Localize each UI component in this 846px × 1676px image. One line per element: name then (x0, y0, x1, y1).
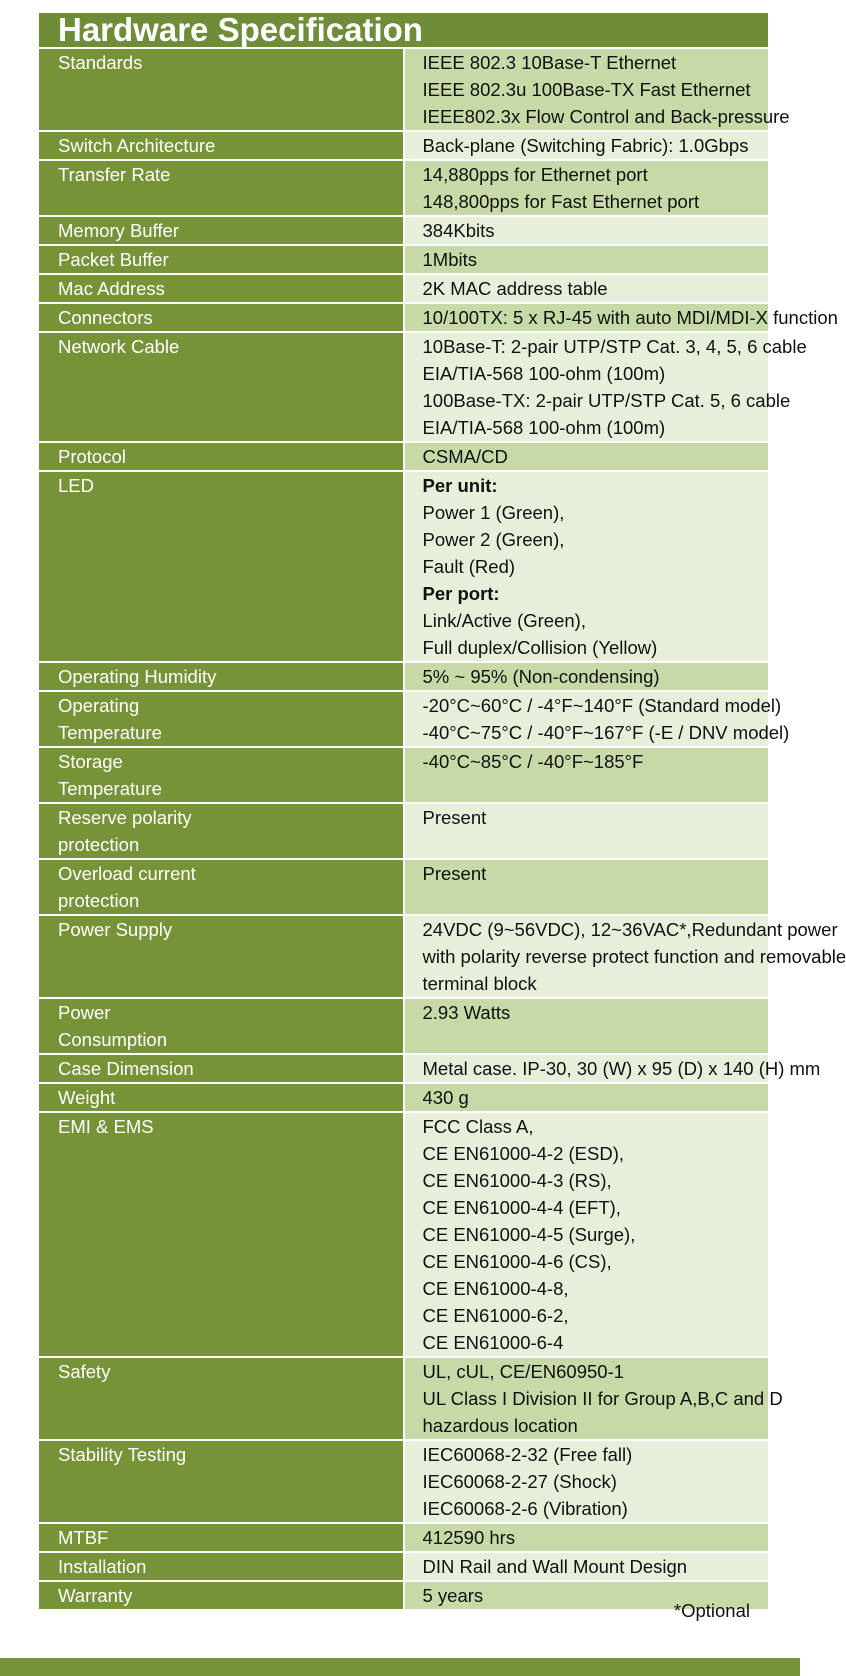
spec-row (39, 48, 768, 131)
spec-value (404, 1112, 769, 1357)
spec-row (39, 1357, 768, 1440)
spec-label-line: Protocol (58, 446, 126, 467)
spec-value (404, 48, 790, 131)
spec-row (39, 160, 768, 216)
spec-value-line: Metal case. IP-30, 30 (W) x 95 (D) x 140 (H) mm (422, 1058, 821, 1079)
spec-value-line: UL, cUL, CE/EN60950-1 (422, 1361, 625, 1382)
spec-label-line: Memory Buffer (58, 220, 179, 241)
spec-row (39, 245, 768, 274)
spec-value-line: IEC60068-2-27 (Shock) (422, 1471, 617, 1492)
spec-value (404, 442, 769, 471)
spec-value (404, 915, 846, 998)
spec-value-line: 148,800pps for Fast Ethernet port (422, 191, 700, 212)
spec-value (404, 274, 769, 303)
spec-value-line: IEEE 802.3 10Base-T Ethernet (422, 52, 677, 73)
spec-value-line: EIA/TIA-568 100-ohm (100m) (422, 363, 666, 384)
spec-value-line: 10Base-T: 2-pair UTP/STP Cat. 3, 4, 5, 6 cable (422, 336, 807, 357)
spec-row (39, 303, 768, 332)
spec-label-line: Mac Address (58, 278, 165, 299)
spec-value-line: IEC60068-2-6 (Vibration) (422, 1498, 628, 1519)
spec-row (39, 747, 768, 803)
spec-label-line: Switch Architecture (58, 135, 216, 156)
spec-label-line: Case Dimension (58, 1058, 194, 1079)
spec-row (39, 1112, 768, 1357)
spec-label-line: protection (58, 834, 140, 855)
spec-label (39, 216, 404, 245)
spec-row (39, 915, 768, 998)
spec-value-line: IEEE 802.3u 100Base-TX Fast Ethernet (422, 79, 751, 100)
spec-label-line: Overload current (58, 863, 196, 884)
spec-value-line: CE EN61000-6-2, (422, 1305, 569, 1326)
spec-value-line: 5% ~ 95% (Non-condensing) (422, 666, 660, 687)
spec-value-line: CE EN61000-4-4 (EFT), (422, 1197, 621, 1218)
spec-label-line: Storage (58, 751, 123, 772)
spec-value (404, 1083, 769, 1112)
spec-label (39, 131, 404, 160)
spec-value (404, 131, 769, 160)
spec-label-line: Safety (58, 1361, 111, 1382)
spec-value-line: 1Mbits (422, 249, 477, 270)
spec-row (39, 274, 768, 303)
spec-value-line: 2.93 Watts (422, 1002, 511, 1023)
spec-value-line: CE EN61000-6-4 (422, 1332, 564, 1353)
spec-value (404, 803, 769, 859)
spec-label (39, 1054, 404, 1083)
spec-value-line: 24VDC (9~56VDC), 12~36VAC*,Redundant power (422, 919, 838, 940)
spec-label (39, 442, 404, 471)
spec-value-line: Power 1 (Green), (422, 502, 565, 523)
spec-row (39, 1083, 768, 1112)
spec-value-line: -40°C~85°C / -40°F~185°F (422, 751, 644, 772)
spec-value-line: Power 2 (Green), (422, 529, 565, 550)
spec-value (404, 747, 769, 803)
spec-row (39, 1581, 768, 1610)
spec-title-row (39, 13, 768, 48)
spec-label (39, 245, 404, 274)
spec-label (39, 1083, 404, 1112)
spec-value (404, 245, 769, 274)
spec-label-line: Reserve polarity (58, 807, 192, 828)
spec-label (39, 859, 404, 915)
spec-value (404, 1357, 783, 1440)
spec-value-line: DIN Rail and Wall Mount Design (422, 1556, 688, 1577)
spec-value (404, 1440, 769, 1523)
hardware-spec-table (39, 11, 846, 1611)
optional-footnote: *Optional (673, 1600, 750, 1621)
spec-value (404, 662, 769, 691)
spec-value-line: CE EN61000-4-3 (RS), (422, 1170, 612, 1191)
spec-row (39, 1523, 768, 1552)
spec-label (39, 332, 404, 442)
spec-row (39, 216, 768, 245)
spec-label (39, 1112, 404, 1357)
spec-value-line: 430 g (422, 1087, 469, 1108)
spec-label-line: Operating Humidity (58, 666, 217, 687)
spec-value-line: CE EN61000-4-6 (CS), (422, 1251, 612, 1272)
spec-value (404, 303, 838, 332)
spec-label-line: EMI & EMS (58, 1116, 154, 1137)
spec-label-line: Consumption (58, 1029, 168, 1050)
spec-label (39, 1357, 404, 1440)
spec-value-line: CE EN61000-4-8, (422, 1278, 569, 1299)
spec-label-line: MTBF (58, 1527, 109, 1548)
spec-label-line: LED (58, 475, 94, 496)
spec-value-line: Full duplex/Collision (Yellow) (422, 637, 658, 658)
spec-label (39, 803, 404, 859)
spec-row (39, 131, 768, 160)
spec-value-line: EIA/TIA-568 100-ohm (100m) (422, 417, 666, 438)
spec-label (39, 1552, 404, 1581)
spec-value (404, 332, 807, 442)
spec-value-line: hazardous location (422, 1415, 578, 1436)
spec-value-line: CE EN61000-4-5 (Surge), (422, 1224, 636, 1245)
spec-value-line: 10/100TX: 5 x RJ-45 with auto MDI/MDI-X function (422, 307, 838, 328)
spec-label-line: Network Cable (58, 336, 180, 357)
spec-label-line: Stability Testing (58, 1444, 187, 1465)
spec-value-line: Link/Active (Green), (422, 610, 586, 631)
spec-label (39, 274, 404, 303)
spec-label (39, 48, 404, 131)
spec-row (39, 803, 768, 859)
spec-value-line: 5 years (422, 1585, 484, 1606)
spec-row (39, 1440, 768, 1523)
spec-value-line: Per unit: (422, 475, 498, 496)
spec-label-line: Temperature (58, 778, 162, 799)
spec-value (404, 859, 769, 915)
spec-value-line: 412590 hrs (422, 1527, 516, 1548)
spec-value-line: -20°C~60°C / -4°F~140°F (Standard model) (422, 695, 782, 716)
spec-value-line: UL Class I Division II for Group A,B,C and D (422, 1388, 783, 1409)
spec-label (39, 1581, 404, 1610)
spec-value (404, 1523, 769, 1552)
spec-value (404, 471, 769, 662)
spec-title: Hardware Specification (39, 13, 768, 48)
spec-value-line: -40°C~75°C / -40°F~167°F (-E / DNV model) (422, 722, 790, 743)
spec-value (404, 1054, 821, 1083)
spec-row (39, 1054, 768, 1083)
spec-value-line: CE EN61000-4-2 (ESD), (422, 1143, 625, 1164)
spec-label (39, 471, 404, 662)
spec-value (404, 1552, 769, 1581)
spec-label-line: Transfer Rate (58, 164, 171, 185)
spec-value-line: Fault (Red) (422, 556, 516, 577)
spec-label-line: Installation (58, 1556, 147, 1577)
spec-value-line: 384Kbits (422, 220, 495, 241)
spec-label-line: Warranty (58, 1585, 133, 1606)
spec-row (39, 471, 768, 662)
spec-label (39, 1440, 404, 1523)
spec-row (39, 859, 768, 915)
spec-value-line: Present (422, 863, 487, 884)
spec-value (404, 998, 769, 1054)
spec-label-line: protection (58, 890, 140, 911)
spec-row (39, 662, 768, 691)
spec-label (39, 915, 404, 998)
spec-value-line: FCC Class A, (422, 1116, 534, 1137)
spec-value-line: CSMA/CD (422, 446, 508, 467)
spec-label (39, 747, 404, 803)
spec-label-line: Power Supply (58, 919, 173, 940)
spec-label-line: Connectors (58, 307, 153, 328)
spec-label-line: Power (58, 1002, 111, 1023)
spec-label (39, 998, 404, 1054)
spec-value-line: terminal block (422, 973, 537, 994)
spec-label-line: Packet Buffer (58, 249, 169, 270)
spec-row (39, 332, 768, 442)
spec-label-line: Operating (58, 695, 140, 716)
spec-row (39, 442, 768, 471)
spec-value-line: Per port: (422, 583, 500, 604)
spec-row (39, 1552, 768, 1581)
footer-bar (0, 1658, 800, 1676)
spec-value-line: with polarity reverse protect function and removable (422, 946, 846, 967)
spec-value-line: 100Base-TX: 2-pair UTP/STP Cat. 5, 6 cable (422, 390, 791, 411)
spec-label (39, 303, 404, 332)
spec-label-line: Standards (58, 52, 143, 73)
spec-value-line: Back-plane (Switching Fabric): 1.0Gbps (422, 135, 749, 156)
spec-value (404, 216, 769, 245)
spec-value-line: IEC60068-2-32 (Free fall) (422, 1444, 633, 1465)
spec-row (39, 998, 768, 1054)
spec-label (39, 1523, 404, 1552)
spec-value-line: 2K MAC address table (422, 278, 608, 299)
spec-value-line: Present (422, 807, 487, 828)
spec-label-line: Temperature (58, 722, 162, 743)
spec-label (39, 691, 404, 747)
spec-label (39, 662, 404, 691)
spec-row (39, 691, 768, 747)
spec-label (39, 160, 404, 216)
spec-rows (39, 48, 846, 1610)
spec-value-line: 14,880pps for Ethernet port (422, 164, 648, 185)
spec-label-line: Weight (58, 1087, 116, 1108)
spec-value (404, 691, 790, 747)
spec-value (404, 160, 769, 216)
spec-value-line: IEEE802.3x Flow Control and Back-pressure (422, 106, 790, 127)
